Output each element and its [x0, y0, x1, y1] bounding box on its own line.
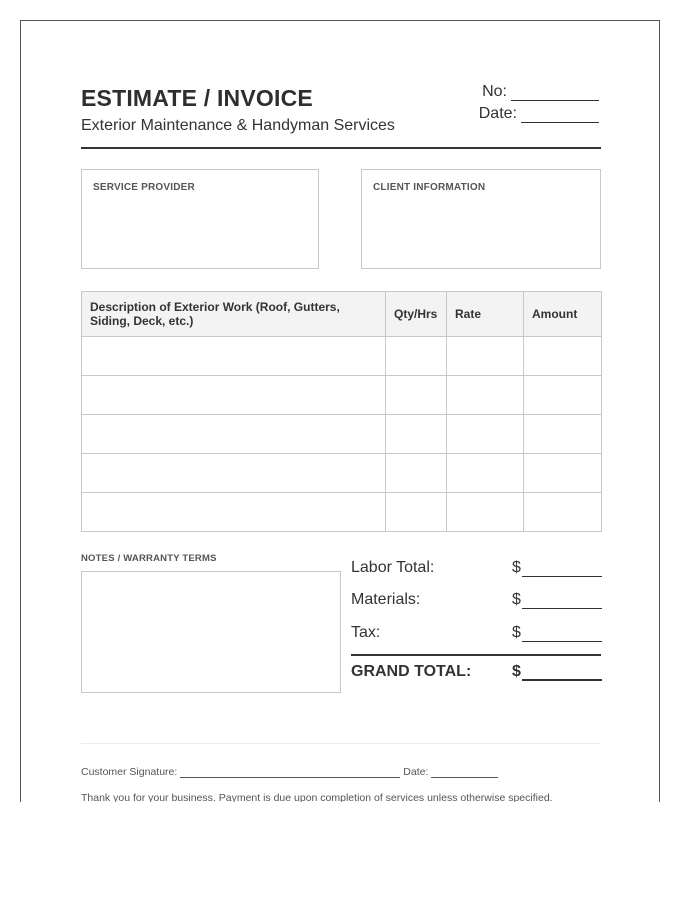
qty-cell[interactable]	[386, 415, 447, 454]
column-header-amount: Amount	[524, 292, 602, 337]
client-information-label: CLIENT INFORMATION	[373, 182, 486, 193]
qty-cell[interactable]	[386, 337, 447, 376]
service-provider-box[interactable]	[81, 169, 319, 269]
amount-cell[interactable]	[524, 376, 602, 415]
description-cell[interactable]	[82, 493, 386, 532]
grand-total-label: GRAND TOTAL:	[351, 663, 472, 680]
description-cell[interactable]	[82, 337, 386, 376]
notes-label: NOTES / WARRANTY TERMS	[81, 553, 217, 564]
amount-cell[interactable]	[524, 454, 602, 493]
materials-value[interactable]	[512, 591, 602, 609]
labor-total-blank[interactable]	[522, 562, 602, 577]
signature-date-blank[interactable]	[431, 767, 498, 778]
customer-signature-label: Customer Signature:	[81, 766, 178, 778]
currency-symbol: $	[512, 624, 521, 641]
amount-cell[interactable]	[524, 493, 602, 532]
customer-signature-blank[interactable]	[180, 767, 400, 778]
document-subtitle: Exterior Maintenance & Handyman Services	[81, 117, 395, 134]
column-header-qty: Qty/Hrs	[386, 292, 447, 337]
invoice-number-field[interactable]	[482, 83, 599, 101]
header-divider	[81, 147, 601, 149]
table-row	[82, 493, 602, 532]
thank-you-note: Thank you for your business. Payment is due upon completion of services unless otherwise specified.	[81, 792, 553, 802]
grand-total-blank[interactable]	[522, 665, 602, 681]
labor-total-row	[351, 559, 601, 579]
rate-cell[interactable]	[447, 454, 524, 493]
description-cell[interactable]	[82, 454, 386, 493]
currency-symbol: $	[512, 663, 521, 680]
grand-total-row	[351, 663, 601, 683]
description-cell[interactable]	[82, 415, 386, 454]
description-cell[interactable]	[82, 376, 386, 415]
table-row	[82, 376, 602, 415]
qty-cell[interactable]	[386, 493, 447, 532]
totals-divider	[351, 654, 601, 656]
materials-label: Materials:	[351, 591, 421, 608]
rate-cell[interactable]	[447, 337, 524, 376]
signature-date-label: Date:	[403, 766, 429, 778]
document-title: ESTIMATE / INVOICE	[81, 85, 313, 111]
currency-symbol: $	[512, 591, 521, 608]
invoice-date-blank[interactable]	[521, 108, 599, 123]
currency-symbol: $	[512, 559, 521, 576]
footer-divider	[81, 743, 601, 744]
column-header-description: Description of Exterior Work (Roof, Gutters, Siding, Deck, etc.)	[82, 292, 386, 337]
notes-box[interactable]	[81, 571, 341, 693]
table-row	[82, 415, 602, 454]
column-header-rate: Rate	[447, 292, 524, 337]
invoice-number-label: No:	[482, 83, 507, 100]
table-header-row	[82, 292, 602, 337]
materials-row	[351, 591, 601, 611]
service-provider-label: SERVICE PROVIDER	[93, 182, 195, 193]
table-row	[82, 337, 602, 376]
materials-blank[interactable]	[522, 594, 602, 609]
invoice-date-field[interactable]	[479, 105, 599, 123]
grand-total-value[interactable]	[512, 663, 602, 681]
labor-total-value[interactable]	[512, 559, 602, 577]
invoice-date-label: Date:	[478, 105, 517, 122]
qty-cell[interactable]	[386, 376, 447, 415]
tax-blank[interactable]	[522, 627, 602, 642]
invoice-page	[20, 20, 660, 802]
tax-label: Tax:	[351, 624, 381, 641]
amount-cell[interactable]	[524, 415, 602, 454]
signature-row	[81, 766, 501, 778]
rate-cell[interactable]	[447, 493, 524, 532]
table-row	[82, 454, 602, 493]
rate-cell[interactable]	[447, 415, 524, 454]
client-information-box[interactable]	[361, 169, 601, 269]
invoice-number-blank[interactable]	[511, 86, 599, 101]
qty-cell[interactable]	[386, 454, 447, 493]
labor-total-label: Labor Total:	[351, 559, 435, 576]
tax-row	[351, 624, 601, 644]
amount-cell[interactable]	[524, 337, 602, 376]
tax-value[interactable]	[512, 624, 602, 642]
rate-cell[interactable]	[447, 376, 524, 415]
work-items-table	[81, 291, 602, 532]
